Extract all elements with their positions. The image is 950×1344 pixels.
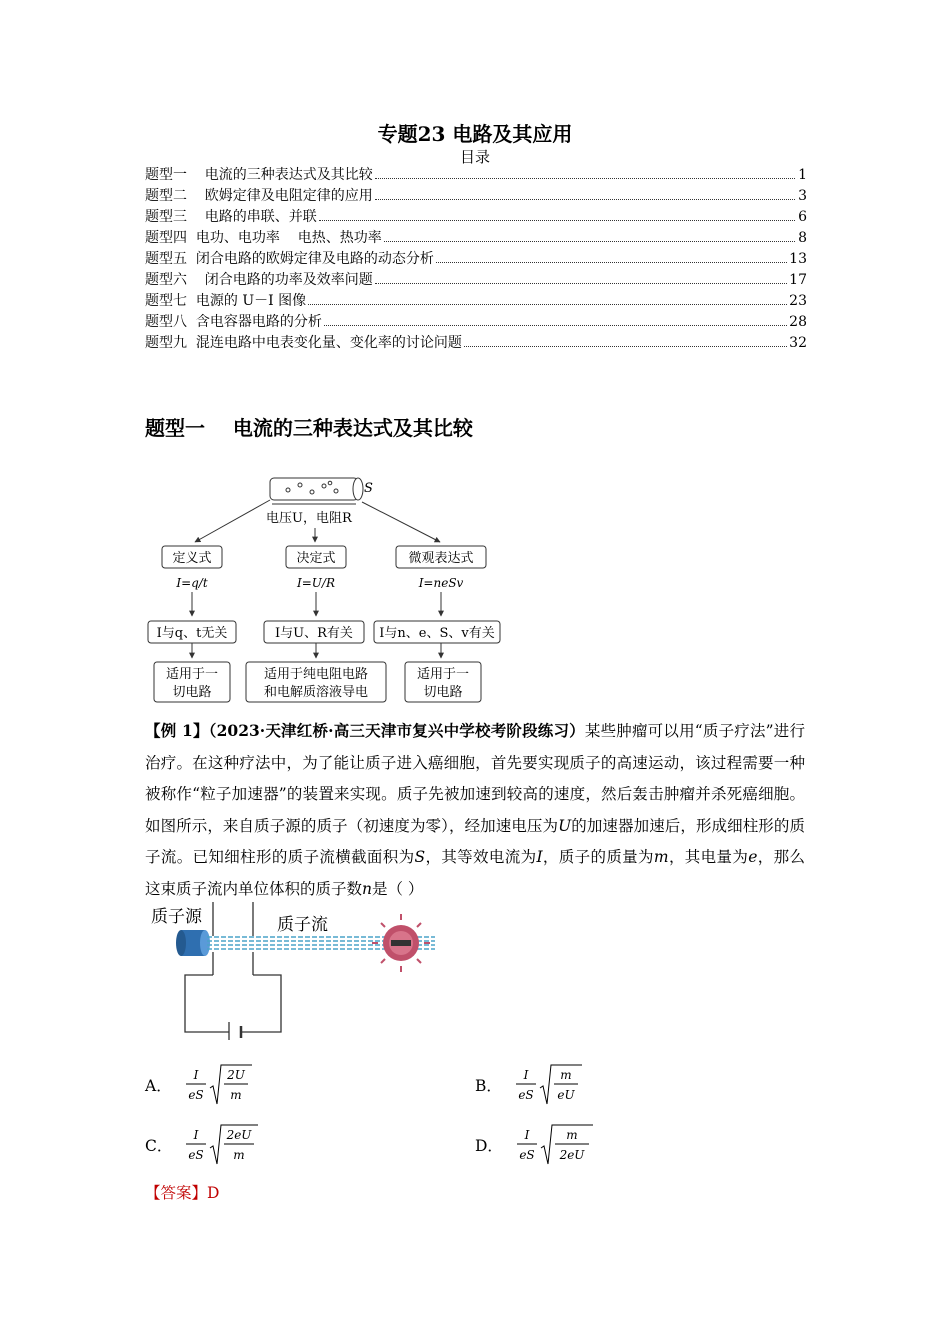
svg-text:2U: 2U	[226, 1068, 245, 1082]
tube-label: S	[364, 481, 373, 496]
scope-micro-2: 切电路	[423, 685, 463, 700]
option-a[interactable]: A． I eS 2U m	[145, 1062, 254, 1108]
svg-text:2eU: 2eU	[559, 1148, 585, 1162]
current-expressions-diagram	[140, 470, 520, 710]
svg-text:m: m	[230, 1088, 242, 1102]
svg-text:I: I	[523, 1068, 529, 1082]
toc-item[interactable]: 题型八 含电容器电路的分析 28	[145, 314, 807, 330]
relation-ohm: I与U、R有关	[275, 626, 353, 641]
formula-micro: I=neSv	[418, 576, 464, 590]
toc-item[interactable]: 题型六 闭合电路的功率及效率问题 17	[145, 272, 807, 288]
box-microscopic: 微观表达式	[408, 551, 474, 566]
tube-sublabel: 电压U，电阻R	[266, 511, 352, 526]
svg-text:I: I	[524, 1128, 530, 1142]
svg-text:2eU: 2eU	[226, 1128, 252, 1142]
example-source: （2023·天津红桥·高三天津市复兴中学校考阶段练习）	[208, 721, 585, 740]
scope-definition-2: 切电路	[172, 685, 212, 700]
proton-beam-label: 质子流	[277, 915, 328, 935]
proton-source-label: 质子源	[151, 907, 202, 927]
toc-item[interactable]: 题型七 电源的 U－I 图像 23	[145, 293, 807, 309]
example-question: 【例 1】（2023·天津红桥·高三天津市复兴中学校考阶段练习）某些肿瘤可以用“质子疗法”进行治疗。在这种疗法中，为了能让质子进入癌细胞，首先要实现质子的高速运动，该过程需要一种被称作“粒子加速器”的装置来实现。质子先被加速到较高的速度，然后轰击肿瘤并杀死癌细胞。如图所示，来自质子源的质子（初速度为零），经加速电压为U的加速器加速后，形成细柱形的质子流。已知细柱形的质子流横截面积为S，其等效电流为I，质子的质量为m，其电量为e，那么这束质子流内单位体积的质子数n是（ ）	[145, 721, 805, 898]
relation-micro: I与n、e、S、v有关	[379, 626, 495, 641]
scope-micro-1: 适用于一	[416, 667, 470, 682]
toc-heading: 目录	[459, 148, 490, 166]
svg-text:I: I	[193, 1068, 199, 1082]
svg-text:eS: eS	[188, 1088, 204, 1102]
cancer-cell-icon	[372, 914, 430, 972]
svg-text:m: m	[560, 1068, 572, 1082]
scope-ohm-1: 适用于纯电阻电路	[263, 667, 369, 682]
box-definition: 定义式	[172, 551, 212, 566]
option-c[interactable]: C． I eS 2eU m	[145, 1122, 260, 1168]
page-title: 专题23 电路及其应用	[377, 122, 573, 146]
example-tag: 【例 1】	[145, 721, 209, 740]
box-determining: 决定式	[296, 551, 336, 566]
toc-item[interactable]: 题型三 电路的串联、并联 6	[145, 209, 807, 225]
answer: 【答案】D	[145, 1184, 220, 1202]
table-of-contents	[145, 165, 807, 354]
proton-source-icon	[176, 930, 210, 956]
toc-item[interactable]: 题型四 电功、电功率 电热、热功率 8	[145, 230, 807, 246]
toc-item[interactable]: 题型二 欧姆定律及电阻定律的应用 3	[145, 188, 807, 204]
svg-text:eU: eU	[557, 1088, 575, 1102]
conductor-tube-icon	[270, 478, 363, 504]
proton-accelerator-figure	[145, 900, 445, 1040]
circuit-wires	[185, 975, 281, 1040]
scope-definition-1: 适用于一	[165, 667, 219, 682]
section-heading: 题型一 电流的三种表达式及其比较	[145, 416, 473, 440]
formula-ohm: I=U/R	[297, 576, 335, 590]
toc-item[interactable]: 题型九 混连电路中电表变化量、变化率的讨论问题 32	[145, 335, 807, 351]
svg-text:eS: eS	[518, 1088, 534, 1102]
toc-item[interactable]: 题型五 闭合电路的欧姆定律及电路的动态分析 13	[145, 251, 807, 267]
svg-text:m: m	[233, 1148, 246, 1162]
svg-text:I: I	[194, 1128, 199, 1142]
toc-item[interactable]: 题型一 电流的三种表达式及其比较 1	[145, 167, 807, 183]
formula-definition: I=q/t	[176, 576, 208, 590]
scope-ohm-2: 和电解质溶液导电	[263, 685, 369, 700]
option-b[interactable]: B． I eS m eU	[475, 1062, 584, 1108]
option-d[interactable]: D． I eS m 2eU	[475, 1122, 595, 1168]
svg-text:eS: eS	[519, 1148, 535, 1162]
relation-definition: I与q、t无关	[156, 626, 228, 641]
svg-text:m: m	[566, 1128, 578, 1142]
svg-text:eS: eS	[188, 1148, 205, 1162]
